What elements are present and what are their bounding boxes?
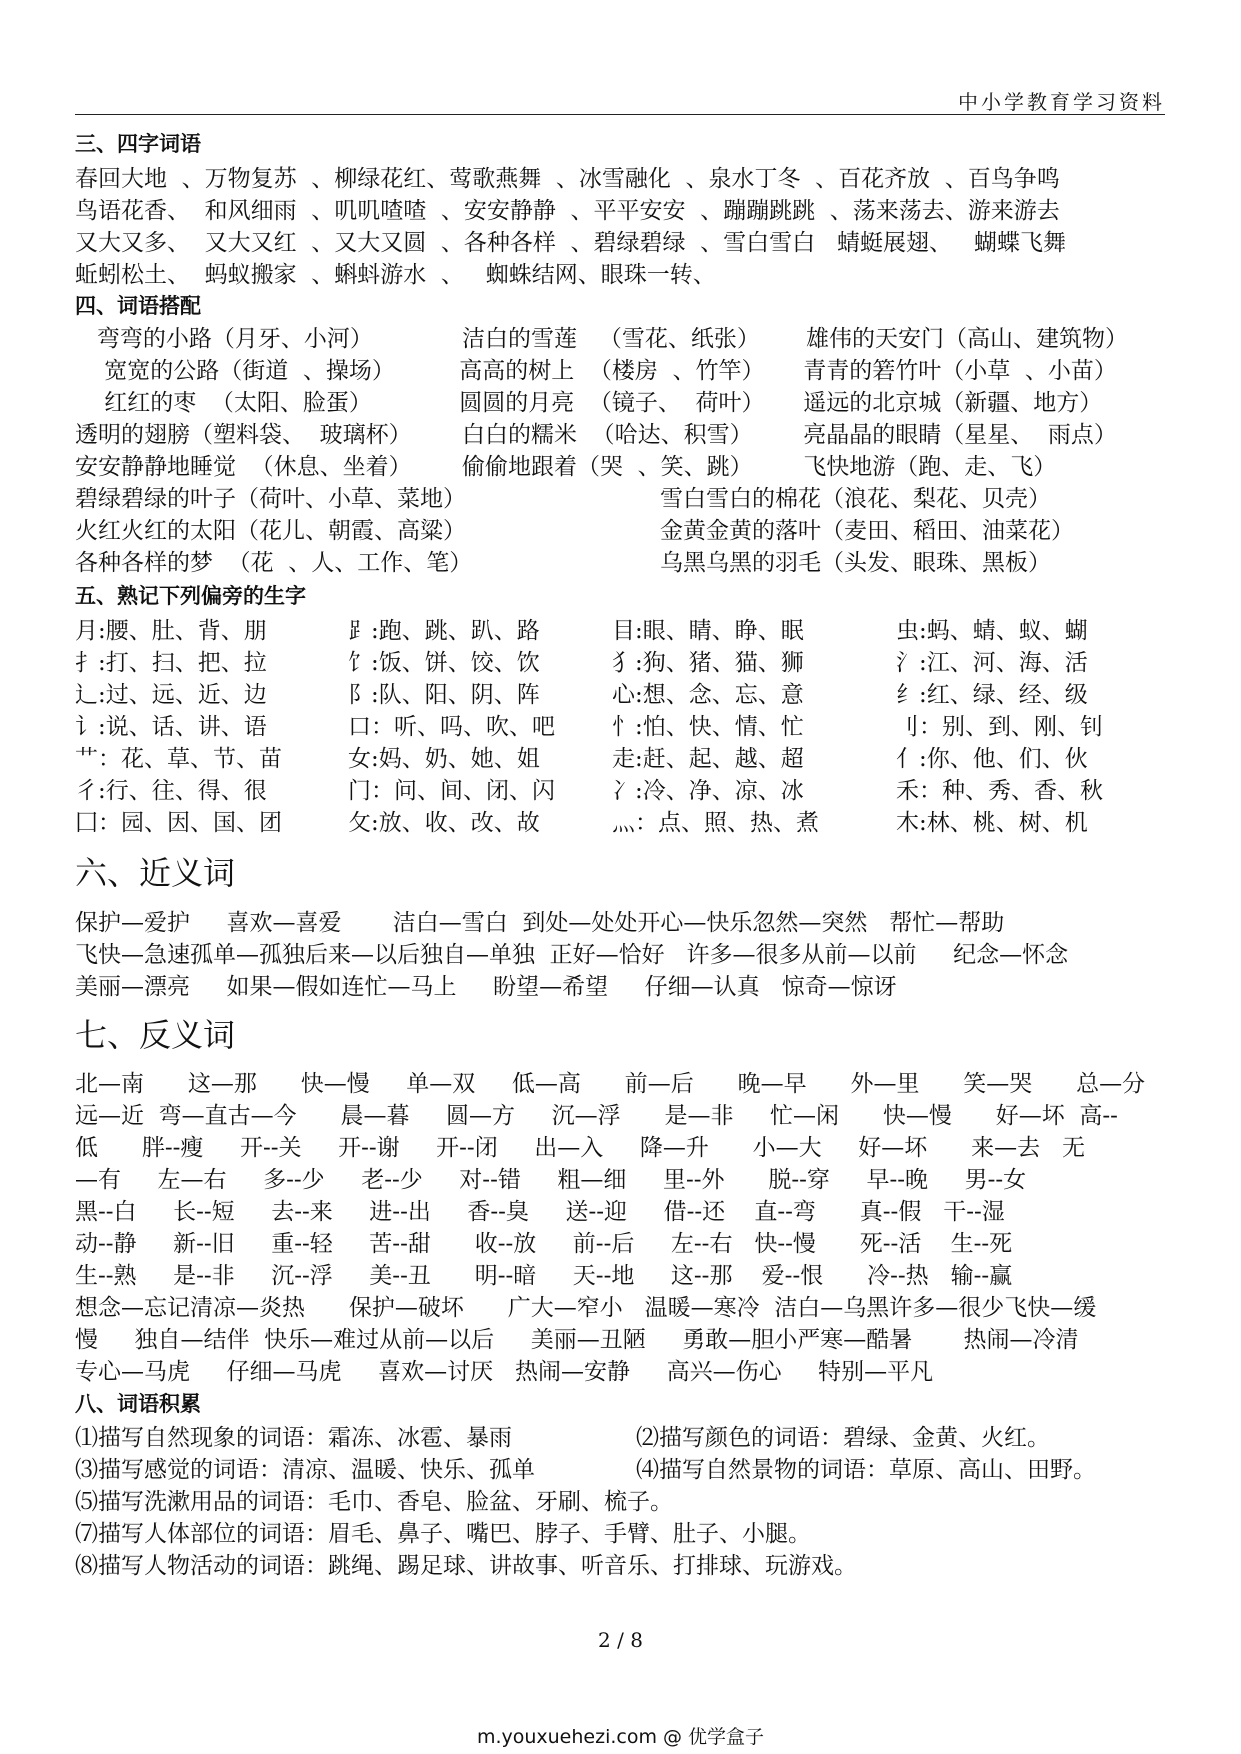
collocation-item: 洁白的雪莲 （雪花、纸张）	[462, 326, 760, 352]
collocation-item: 高高的树上 （楼房 、竹竿）	[452, 358, 765, 384]
radical-item: 女:妈、奶、她、姐	[348, 746, 540, 772]
radical-item: 讠:说、话、讲、语	[75, 714, 267, 740]
vocab-item: ⑷描写自然景物的词语：草原、高山、田野。	[636, 1457, 1096, 1483]
radical-item: 阝:队、阳、阴、阵	[348, 682, 540, 708]
antonym-line: 远—近 弯—直古—今 晨—暮 圆—方 沉—浮 是—非 忙—闲 快—慢 好—坏 高--	[75, 1103, 1118, 1129]
radical-item: 饣:饭、饼、饺、饮	[348, 650, 540, 676]
vocab-item: ⑴描写自然现象的词语：霜冻、冰雹、暴雨	[75, 1425, 512, 1451]
radical-item: 禾：种、秀、香、秋	[896, 778, 1103, 804]
radical-item: 心:想、念、忘、意	[612, 682, 804, 708]
collocation-item: 透明的翅膀（塑料袋、 玻璃杯）	[75, 422, 412, 448]
collocation-item: 白白的糯米 （哈达、积雪）	[462, 422, 753, 448]
collocation-item: 金黄金黄的落叶（麦田、稻田、油菜花）	[660, 518, 1074, 544]
radical-item: 门：问、间、闭、闪	[348, 778, 555, 804]
sec3-line: 又大又多、 又大又红 、又大又圆 、各种各样 、碧绿碧绿 、雪白雪白 蜻蜓展翅、 蝴蝶飞舞	[75, 230, 1066, 256]
antonym-line: 专心—马虎 仔细—马虎 喜欢—讨厌 热闹—安静 高兴—伤心 特别—平凡	[75, 1359, 934, 1385]
collocation-item: 红红的枣 （太阳、脸蛋）	[75, 390, 372, 416]
vocab-item: ⑻描写人物活动的词语：跳绳、踢足球、讲故事、听音乐、打排球、玩游戏。	[75, 1553, 857, 1579]
sec3-line: 蚯蚓松土、 蚂蚁搬家 、蝌蚪游水 、 蜘蛛结网、眼珠一转、	[75, 262, 716, 288]
header-title: 中小学教育学习资料	[958, 90, 1165, 114]
antonym-line: 想念—忘记清凉—炎热 保护—破坏 广大—窄小 温暖—寒冷 洁白—乌黑许多—很少飞快—缓	[75, 1295, 1097, 1321]
sec3-line: 春回大地 、万物复苏 、柳绿花红、莺歌燕舞 、冰雪融化 、泉水丁冬 、百花齐放 、百鸟争鸣	[75, 166, 1060, 192]
radical-item: 纟:红、绿、经、级	[896, 682, 1088, 708]
antonym-line: 慢 独自—结伴 快乐—难过从前—以后 美丽—丑陋 勇敢—胆小严寒—酷暑 热闹—冷清	[75, 1327, 1079, 1353]
radical-item: 氵:江、河、海、活	[896, 650, 1088, 676]
antonym-line: 黑--白 长--短 去--来 进--出 香--臭 送--迎 借--还 直--弯 真--假 干--湿	[75, 1199, 1005, 1225]
radical-item: 月:腰、肚、背、朋	[75, 618, 267, 644]
radical-item: 木:林、桃、树、机	[896, 810, 1088, 836]
vocab-item: ⑺描写人体部位的词语：眉毛、鼻子、嘴巴、脖子、手臂、肚子、小腿。	[75, 1521, 811, 1547]
collocation-item: 飞快地游（跑、走、飞）	[796, 454, 1057, 480]
sec3-line: 鸟语花香、 和风细雨 、叽叽喳喳 、安安静静 、平平安安 、蹦蹦跳跳 、荡来荡去、游来游去	[75, 198, 1060, 224]
footer-link[interactable]: m.youxuehezi.com @ 优学盒子	[476, 1726, 765, 1748]
radical-item: 灬：点、照、热、煮	[612, 810, 819, 836]
radical-item: 刂：别、到、刚、钊	[896, 714, 1103, 740]
collocation-item: 安安静静地睡觉 （休息、坐着）	[75, 454, 412, 480]
antonym-line: 北—南 这—那 快—慢 单—双 低—高 前—后 晚—早 外—里 笑—哭 总—分	[75, 1071, 1146, 1097]
collocation-item: 火红火红的太阳（花儿、朝霞、高粱）	[75, 518, 466, 544]
section-7-title: 七、反义词	[75, 1016, 236, 1054]
vocab-item: ⑶描写感觉的词语：清凉、温暖、快乐、孤单	[75, 1457, 535, 1483]
radical-item: 走:赶、起、越、超	[612, 746, 804, 772]
vocab-item: ⑵描写颜色的词语：碧绿、金黄、火红。	[636, 1425, 1050, 1451]
collocation-item: 宽宽的公路（街道 、操场）	[75, 358, 395, 384]
radical-item: 亻:你、他、们、伙	[896, 746, 1088, 772]
collocation-item: 青青的箬竹叶（小草 、小苗）	[796, 358, 1117, 384]
radical-item: 忄:怕、快、情、忙	[612, 714, 804, 740]
antonym-line: 低 胖--瘦 开--关 开--谢 开--闭 出—入 降—升 小—大 好—坏 来—去 无	[75, 1135, 1086, 1161]
collocation-item: 遥远的北京城（新疆、地方）	[796, 390, 1103, 416]
collocation-item: 各种各样的梦 （花 、人、工作、笔）	[75, 550, 473, 576]
radical-item: 攵:放、收、改、故	[348, 810, 540, 836]
section-5-title: 五、熟记下列偏旁的生字	[75, 584, 306, 608]
collocation-item: 亮晶晶的眼睛（星星、 雨点）	[796, 422, 1117, 448]
radical-item: 口：听、吗、吹、吧	[348, 714, 555, 740]
radical-item: 扌:打、扫、把、拉	[75, 650, 267, 676]
page-header	[75, 86, 1165, 115]
section-3-title: 三、四字词语	[75, 132, 201, 156]
section-8-title: 八、词语积累	[75, 1392, 201, 1416]
page-number: 2 / 8	[598, 1628, 643, 1652]
radical-item: 犭:狗、猪、猫、狮	[612, 650, 804, 676]
radical-item: 冫:冷、净、凉、冰	[612, 778, 804, 804]
section-6-title: 六、近义词	[75, 854, 236, 892]
collocation-item: 碧绿碧绿的叶子（荷叶、小草、菜地）	[75, 486, 466, 512]
section-4-title: 四、词语搭配	[75, 294, 201, 318]
collocation-item: 偷偷地跟着（哭 、笑、跳）	[462, 454, 753, 480]
radical-item: 彳:行、往、得、很	[75, 778, 267, 804]
radical-item: 艹：花、草、节、苗	[75, 746, 282, 772]
antonym-line: 动--静 新--旧 重--轻 苦--甜 收--放 前--后 左--右 快--慢 死--活 生--死	[75, 1231, 1013, 1257]
collocation-item: 圆圆的月亮 （镜子、 荷叶）	[452, 390, 765, 416]
collocation-item: 乌黑乌黑的羽毛（头发、眼珠、黑板）	[660, 550, 1051, 576]
vocab-item: ⑸描写洗漱用品的词语：毛巾、香皂、脸盆、牙刷、梳子。	[75, 1489, 673, 1515]
collocation-item: 雪白雪白的棉花（浪花、梨花、贝壳）	[660, 486, 1051, 512]
collocation-item: 弯弯的小路（月牙、小河）	[75, 326, 373, 352]
radical-item: 目:眼、睛、睁、眠	[612, 618, 804, 644]
synonym-line: 保护—爱护 喜欢—喜爱 洁白—雪白 到处—处处开心—快乐忽然—突然 帮忙—帮助	[75, 910, 1005, 936]
radical-item: 囗：园、因、国、团	[75, 810, 282, 836]
radical-item: 虫:蚂、蜻、蚁、蝴	[896, 618, 1088, 644]
antonym-line: —有 左—右 多--少 老--少 对--错 粗—细 里--外 脱--穿 早--晚 男--女	[75, 1167, 1027, 1193]
collocation-item: 雄伟的天安门（高山、建筑物）	[806, 326, 1128, 352]
radical-item: ⻊:跑、跳、趴、路	[348, 618, 540, 644]
antonym-line: 生--熟 是--非 沉--浮 美--丑 明--暗 天--地 这--那 爱--恨 冷--热 输--赢	[75, 1263, 1013, 1289]
synonym-line: 美丽—漂亮 如果—假如连忙—马上 盼望—希望 仔细—认真 惊奇—惊讶	[75, 974, 897, 1000]
radical-item: 辶:过、远、近、边	[75, 682, 267, 708]
synonym-line: 飞快—急速孤单—孤独后来—以后独自—单独 正好—恰好 许多—很多从前—以前 纪念—怀念	[75, 942, 1069, 968]
